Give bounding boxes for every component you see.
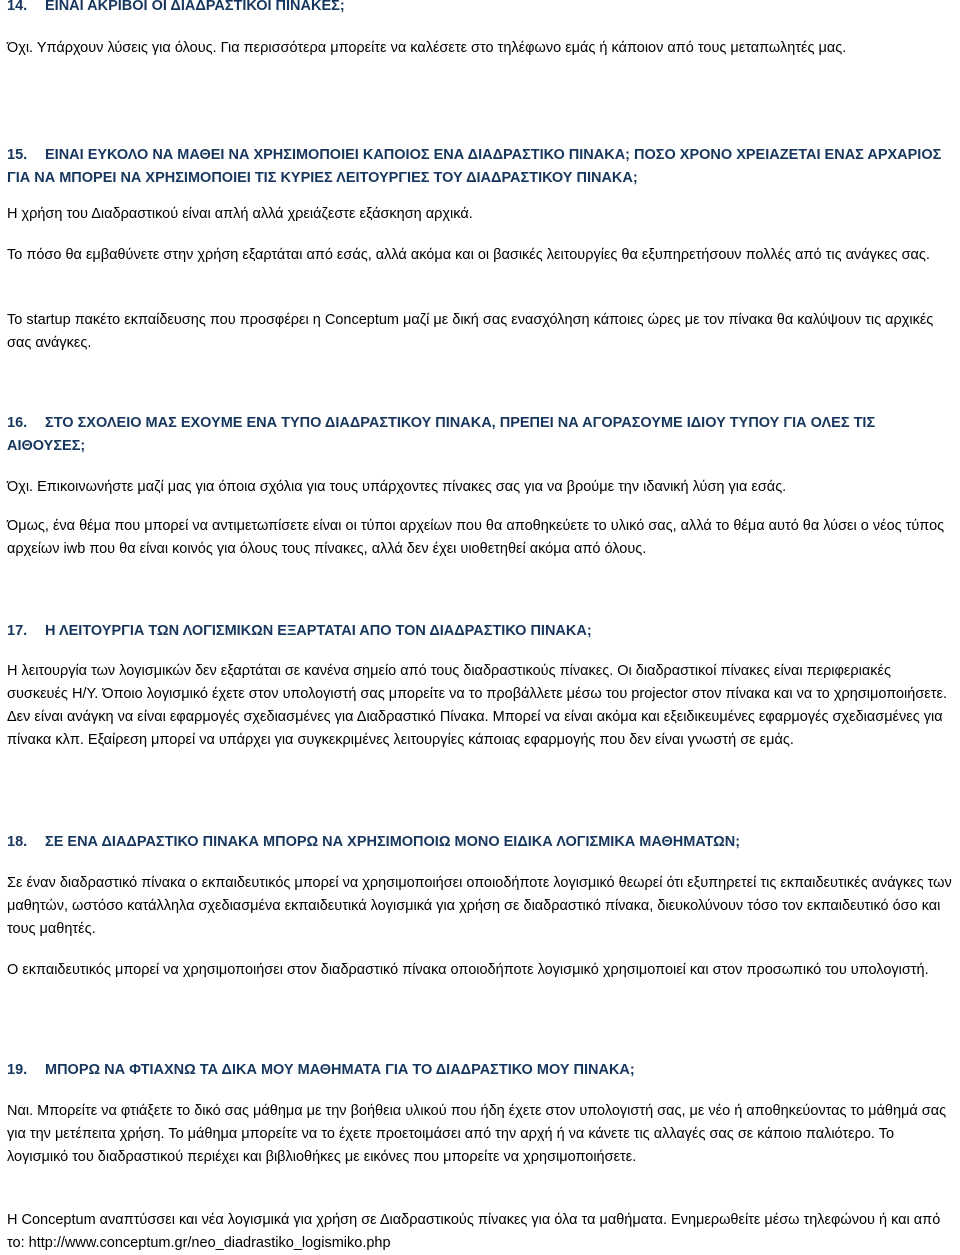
- section-heading: [7, 0, 953, 18]
- section-18-body: [7, 872, 960, 941]
- section-16-body-2: [7, 515, 952, 561]
- section-heading: [7, 144, 953, 190]
- section-heading: [7, 831, 953, 854]
- section-title: ΣΕ ΕΝΑ ΔΙΑΔΡΑΣΤΙΚΟ ΠΙΝΑΚΑ ΜΠΟΡΩ ΝΑ ΧΡΗΣΙΜΟΠΟΙΩ ΜΟΝΟ ΕΙΔΙΚΑ ΛΟΓΙΣΜΙΚΑ ΜΑΘΗΜΑΤΩΝ;: [45, 834, 741, 850]
- paragraph: Η λειτουργία των λογισμικών δεν εξαρτάται σε κανένα σημείο από τους διαδραστικούς πίνακες. Οι διαδραστικοί πίνακες είναι περιφεριακές συσκευές Η/Υ. Όποιο λογισμικό έχετε στον υπολογιστή σας μπορείτε να το προβάλλετε μέσω του projector στον πίνακα και να το χρησιμοποιήσετε. Δεν είναι ανάγκη να είναι εφαρμογές σχεδιασμένες για Διαδραστικό Πίνακα. Μπορεί να είναι ακόμα και εξειδικευμένες εφαρμογές σχεδιασμένες για πίνακα κλπ. Εξαίρεση μπορεί να υπάρχει για συγκεκριμένες λειτουργίες κάποιας εφαρμογής που δεν είναι γνωστή σε εμάς.: [7, 663, 947, 748]
- section-16-body: [7, 476, 953, 499]
- section-17: [7, 620, 953, 643]
- section-heading: [7, 620, 953, 643]
- section-18-body-2: [7, 959, 952, 982]
- paragraph: Η Conceptum αναπτύσσει και νέα λογισμικά για χρήση σε Διαδραστικούς πίνακες για όλα τα μαθήματα. Ενημερωθείτε μέσω τηλεφώνου ή και από το: http://www.conceptum.gr/neo_diadrastiko_logismiko.php: [7, 1212, 941, 1251]
- paragraph: Όχι. Επικοινωνήστε μαζί μας για όποια σχόλια για τους υπάρχοντες πίνακες σας για να βρούμε την ιδανική λύση για εσάς.: [7, 479, 787, 495]
- section-title: ΕΙΝΑΙ ΕΥΚΟΛΟ ΝΑ ΜΑΘΕΙ ΝΑ ΧΡΗΣΙΜΟΠΟΙΕΙ ΚΑΠΟΙΟΣ ΕΝΑ ΔΙΑΔΡΑΣΤΙΚΟ ΠΙΝΑΚΑ; ΠΟΣΟ ΧΡΟΝΟ ΧΡΕΙΑΖΕΤΑΙ ΕΝΑΣ ΑΡΧΑΡΙΟΣ ΓΙΑ ΝΑ ΜΠΟΡΕΙ ΝΑ ΧΡΗΣΙΜΟΠΟΙΕΙ ΤΙΣ ΚΥΡΙΕΣ ΛΕΙΤΟΥΡΓΙΕΣ ΤΟΥ ΔΙΑΔΡΑΣΤΙΚΟΥ ΠΙΝΑΚΑ;: [7, 147, 942, 186]
- section-17-body: [7, 660, 952, 752]
- section-15-body: [7, 203, 947, 226]
- paragraph: Η χρήση του Διαδραστικού είναι απλή αλλά χρειάζεστε εξάσκηση αρχικά.: [7, 206, 473, 222]
- paragraph: Όχι. Υπάρχουν λύσεις για όλους. Για περισσότερα μπορείτε να καλέσετε στο τηλέφωνο εμάς ή κάποιον από τους μεταπωλητές μας.: [7, 40, 847, 56]
- section-number: 17.: [7, 623, 28, 639]
- section-title: ΕΙΝΑΙ ΑΚΡΙΒΟΙ ΟΙ ΔΙΑΔΡΑΣΤΙΚΟΙ ΠΙΝΑΚΕΣ;: [45, 0, 345, 14]
- section-15-body-3: [7, 309, 942, 355]
- section-heading: [7, 1059, 953, 1082]
- paragraph: Ναι. Μπορείτε να φτιάξετε το δικό σας μάθημα με την βοήθεια υλικού που ήδη έχετε στον υπολογιστή σας, με νέο ή αποθηκεύοντας το μάθημά σας για την μετέπειτα χρήση. Το μάθημα μπορείτε να το έχετε προετοιμάσει από την αρχή ή να κάνετε τις αλλαγές σας σε κάποιο παλιότερο. Το λογισμικό του διαδραστικού περιέχει και βιβλιοθήκες με εικόνες που μπορείτε να χρησιμοποιήσετε.: [7, 1103, 947, 1165]
- paragraph: Σε έναν διαδραστικό πίνακα ο εκπαιδευτικός μπορεί να χρησιμοποιήσει οποιοδήποτε λογισμικό θεωρεί ότι εξυπηρετεί τις εκπαιδευτικές ανάγκες των μαθητών, ωστόσο κατάλληλα σχεδιασμένα εκπαιδευτικά λογισμικά για χρήση σε διαδραστικό πίνακα, διευκολύνουν τόσο τον εκπαιδευτικό όσο και τους μαθητές.: [7, 875, 952, 937]
- section-14-body: [7, 37, 947, 60]
- paragraph: Το startup πακέτο εκπαίδευσης που προσφέρει η Conceptum μαζί με δική σας ενασχόληση κάποιες ώρες με τον πίνακα θα καλύψουν τις αρχικές σας ανάγκες.: [7, 312, 934, 351]
- section-number: 16.: [7, 415, 28, 431]
- section-title: Η ΛΕΙΤΟΥΡΓΙΑ ΤΩΝ ΛΟΓΙΣΜΙΚΩΝ ΕΞΑΡΤΑΤΑΙ ΑΠΟ ΤΟΝ ΔΙΑΔΡΑΣΤΙΚΟ ΠΙΝΑΚΑ;: [45, 623, 592, 639]
- section-14: [7, 0, 953, 18]
- section-title: ΣΤΟ ΣΧΟΛΕΙΟ ΜΑΣ ΕΧΟΥΜΕ ΕΝΑ ΤΥΠΟ ΔΙΑΔΡΑΣΤΙΚΟΥ ΠΙΝΑΚΑ, ΠΡΕΠΕΙ ΝΑ ΑΓΟΡΑΣΟΥΜΕ ΙΔΙΟΥ ΤΥΠΟΥ ΓΙΑ ΟΛΕΣ ΤΙΣ ΑΙΘΟΥΣΕΣ;: [7, 415, 876, 454]
- section-15: [7, 144, 953, 190]
- paragraph: Όμως, ένα θέμα που μπορεί να αντιμετωπίσετε είναι οι τύποι αρχείων που θα αποθηκεύετε το υλικό σας, αλλά το θέμα αυτό θα λύσει ο νέος τύπος αρχείων iwb που θα είναι κοινός για όλους τους πίνακες, αλλά δεν έχει υιοθετηθεί ακόμα από όλους.: [7, 518, 945, 557]
- section-number: 19.: [7, 1062, 28, 1078]
- section-title: ΜΠΟΡΩ ΝΑ ΦΤΙΑΧΝΩ ΤΑ ΔΙΚΑ ΜΟΥ ΜΑΘΗΜΑΤΑ ΓΙΑ ΤΟ ΔΙΑΔΡΑΣΤΙΚΟ ΜΟΥ ΠΙΝΑΚΑ;: [45, 1062, 635, 1078]
- paragraph: Το πόσο θα εμβαθύνετε στην χρήση εξαρτάται από εσάς, αλλά ακόμα και οι βασικές λειτουργίες θα εξυπηρετήσουν πολλές από τις ανάγκες σας.: [7, 247, 930, 263]
- section-number: 14.: [7, 0, 28, 14]
- section-number: 15.: [7, 147, 28, 163]
- section-number: 18.: [7, 834, 28, 850]
- section-19-body: [7, 1100, 952, 1169]
- section-15-body-2: [7, 244, 952, 267]
- section-heading: [7, 412, 953, 458]
- section-19-body-2: [7, 1209, 952, 1255]
- section-18: [7, 831, 953, 854]
- section-16: [7, 412, 953, 458]
- section-19: [7, 1059, 953, 1082]
- paragraph: Ο εκπαιδευτικός μπορεί να χρησιμοποιήσει στον διαδραστικό πίνακα οποιοδήποτε λογισμικό χρησιμοποιεί και στον προσωπικό του υπολογιστή.: [7, 962, 929, 978]
